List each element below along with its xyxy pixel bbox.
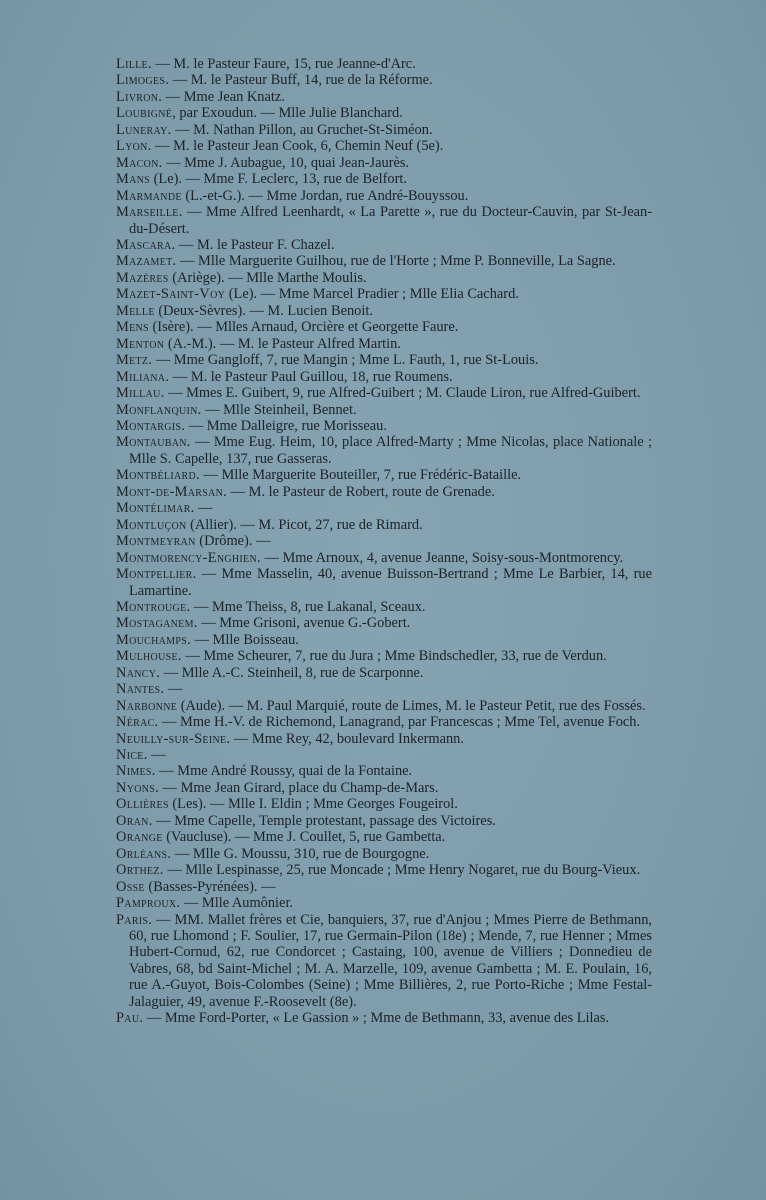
entry-city: Montélimar. <box>116 500 195 517</box>
directory-entry <box>116 533 652 549</box>
directory-entry <box>116 747 652 763</box>
entry-city: Mont-de-Marsan. <box>116 483 228 500</box>
directory-entry <box>116 253 652 269</box>
directory-entry <box>116 566 652 599</box>
directory-entry <box>116 599 652 615</box>
directory-entry <box>116 336 652 352</box>
entry-text: — Mlle Marguerite Guilhou, rue de l'Horte ; Mme P. Bonneville, La Sagne. <box>176 253 616 270</box>
entry-city: Nimes. <box>116 763 156 780</box>
directory-entry <box>116 895 652 911</box>
entry-city: Nantes. <box>116 681 165 698</box>
entry-city: Mazet-Saint-Voy <box>116 286 226 303</box>
directory-entry <box>116 681 652 697</box>
entry-city: Nyons. <box>116 779 160 796</box>
entry-text: — Mlle Aumônier. <box>180 895 294 912</box>
entry-text: (Drôme). — <box>195 533 271 550</box>
entry-text: — <box>147 747 166 764</box>
directory-entry <box>116 912 652 1011</box>
entry-city: Orléans. <box>116 845 172 862</box>
directory-entry <box>116 89 652 105</box>
directory-entry <box>116 369 652 385</box>
entry-text: (Vaucluse). — Mme J. Coullet, 5, rue Gambetta. <box>162 829 446 846</box>
entry-text: — Mlle Boisseau. <box>190 631 299 648</box>
entry-text: — M. le Pasteur F. Chazel. <box>175 236 335 253</box>
entry-city: Metz. <box>116 352 153 369</box>
directory-entry <box>116 862 652 878</box>
entry-text: (Isère). — Mlles Arnaud, Orcière et Georgette Faure. <box>148 319 459 336</box>
directory-entry <box>116 648 652 664</box>
directory-entry <box>116 303 652 319</box>
entry-text: — M. le Pasteur Paul Guillou, 18, rue Roumens. <box>169 368 453 385</box>
directory-entry <box>116 188 652 204</box>
entry-city: Orthez. <box>116 862 164 879</box>
entry-city: Pamproux. <box>116 895 181 912</box>
entry-text: — Mme J. Aubague, 10, quai Jean-Jaurès. <box>162 154 410 171</box>
entry-city: Lyon. <box>116 138 152 155</box>
entry-city: Miliana. <box>116 368 170 385</box>
entry-text: (A.-M.). — M. le Pasteur Alfred Martin. <box>164 335 401 352</box>
directory-entry <box>116 171 652 187</box>
directory-entry <box>116 385 652 401</box>
entry-city: Menton <box>116 335 165 352</box>
directory-entry <box>116 550 652 566</box>
directory-entry <box>116 402 652 418</box>
directory-entry <box>116 714 652 730</box>
entry-city: Mascara. <box>116 236 176 253</box>
entry-city: Marmande <box>116 187 182 204</box>
entry-text: — Mme Theiss, 8, rue Lakanal, Sceaux. <box>190 598 426 615</box>
entry-city: Pau. <box>116 1010 144 1027</box>
entry-text: (Deux-Sèvres). — M. Lucien Benoit. <box>154 302 373 319</box>
directory-entry <box>116 122 652 138</box>
directory-entry <box>116 632 652 648</box>
directory-entry <box>116 846 652 862</box>
directory-entry <box>116 796 652 812</box>
entry-text: — M. le Pasteur Buff, 14, rue de la Réforme. <box>169 72 433 89</box>
directory-entry <box>116 731 652 747</box>
entry-city: Nérac. <box>116 714 159 731</box>
directory-entry <box>116 270 652 286</box>
directory-entry <box>116 813 652 829</box>
entry-city: Marseille. <box>116 204 183 221</box>
entry-city: Nice. <box>116 747 148 764</box>
directory-entry <box>116 615 652 631</box>
directory-entry <box>116 56 652 72</box>
entry-text: — Mme Gangloff, 7, rue Mangin ; Mme L. Fauth, 1, rue St-Louis. <box>152 352 539 369</box>
directory-entry <box>116 286 652 302</box>
entry-text: — Mlle Steinheil, Bennet. <box>201 401 357 418</box>
entry-text: (Aude). — M. Paul Marquié, route de Limes, M. le Pasteur Petit, rue des Fossés. <box>177 697 646 714</box>
entry-text: — <box>164 681 183 698</box>
entry-city: Montpellier. <box>116 566 197 583</box>
entry-city: Mouchamps. <box>116 631 191 648</box>
directory-entry <box>116 155 652 171</box>
directory-entry <box>116 780 652 796</box>
entry-text: — Mlle Lespinasse, 25, rue Moncade ; Mme Henry Nogaret, rue du Bourg-Vieux. <box>163 862 641 879</box>
entry-text: — Mme Alfred Leenhardt, « La Parette », rue du Docteur-Cauvin, par St-Jean-du-Désert. <box>129 204 652 237</box>
entry-text: — Mme Masselin, 40, avenue Buisson-Bertrand ; Mme Le Barbier, 14, rue Lamartine. <box>129 566 652 599</box>
entry-text: — Mme Eug. Heim, 10, place Alfred-Marty ; Mme Nicolas, place Nationale ; Mlle S. Capelle, 137, rue Gasseras. <box>129 434 652 467</box>
entry-text: — MM. Mallet frères et Cie, banquiers, 37, rue d'Anjou ; Mmes Pierre de Bethmann, 60, rue Lhomond ; F. Soulier, 17, rue Germain-Pilon (18e) ; Mende, 7, rue Henner ; Mmes Hubert-Cornud, 62, rue Condorcet ; Castaing, 100, avenue de Villiers ; Donnedieu de Vabres, 68, bd Saint-Michel ; M. A. Marzelle, 109, avenue Gambetta ; M. E. Poulain, 16, rue A.-Guyot, Bois-Colombes (Seine) ; Mme Billières, 2, rue Porto-Riche ; Mme Festal-Jalaguier, 49, avenue F.-Roosevelt (8e). <box>129 911 652 1010</box>
entry-text: — Mme André Roussy, quai de la Fontaine. <box>155 763 413 780</box>
entry-text: (Ariège). — Mlle Marthe Moulis. <box>168 269 367 286</box>
entry-city: Neuilly-sur-Seine. <box>116 730 231 747</box>
entry-city: Mens <box>116 319 149 336</box>
entry-city: Montbéliard. <box>116 467 200 484</box>
entry-city: Mans <box>116 171 151 188</box>
entry-text: (Allier). — M. Picot, 27, rue de Rimard. <box>186 516 423 533</box>
directory-entry <box>116 467 652 483</box>
entry-text: , par Exoudun. — Mlle Julie Blanchard. <box>172 105 403 122</box>
entry-city: Orange <box>116 829 163 846</box>
directory-entry <box>116 72 652 88</box>
directory-entry <box>116 1010 652 1026</box>
entry-city: Montauban. <box>116 434 191 451</box>
entry-city: Nancy. <box>116 664 161 681</box>
entry-city: Osse <box>116 878 145 895</box>
entry-city: Millau. <box>116 385 165 402</box>
entry-text: (L.-et-G.). — Mme Jordan, rue André-Bouyssou. <box>181 187 469 204</box>
entry-text: (Le). — Mme F. Leclerc, 13, rue de Belfort. <box>150 171 408 188</box>
entry-text: — Mlle A.-C. Steinheil, 8, rue de Scarponne. <box>160 664 424 681</box>
entry-text: (Basses-Pyrénées). — <box>144 878 276 895</box>
directory-entry <box>116 665 652 681</box>
entry-text: — M. le Pasteur Faure, 15, rue Jeanne-d'Arc. <box>151 56 416 72</box>
directory-entry <box>116 500 652 516</box>
entry-city: Montrouge. <box>116 598 191 615</box>
entry-city: Montmeyran <box>116 533 196 550</box>
entry-city: Montargis. <box>116 417 186 434</box>
entry-city: Mulhouse. <box>116 648 182 665</box>
directory-entry <box>116 204 652 237</box>
directory-entry <box>116 319 652 335</box>
directory-entry <box>116 237 652 253</box>
directory-entry <box>116 879 652 895</box>
entry-city: Lille. <box>116 56 152 72</box>
entry-text: — Mlle Marguerite Bouteiller, 7, rue Frédéric-Bataille. <box>199 467 522 484</box>
entry-text: — Mme Dalleigre, rue Morisseau. <box>185 417 387 434</box>
directory-entry <box>116 434 652 467</box>
entry-city: Livron. <box>116 88 163 105</box>
entry-city: Montluçon <box>116 516 187 533</box>
entry-text: — Mme Jean Girard, place du Champ-de-Mars. <box>159 779 439 796</box>
directory-entry <box>116 418 652 434</box>
entry-text: — Mme Grisoni, avenue G.-Gobert. <box>197 615 411 632</box>
directory-entry <box>116 698 652 714</box>
entry-city: Monflanquin. <box>116 401 202 418</box>
entry-text: — <box>194 500 213 517</box>
entry-city: Montmorency-Enghien. <box>116 549 261 566</box>
entry-city: Limoges. <box>116 72 170 89</box>
entry-city: Luneray. <box>116 121 172 138</box>
entry-text: — Mme Scheurer, 7, rue du Jura ; Mme Bindschedler, 33, rue de Verdun. <box>181 648 607 665</box>
entry-text: — M. Nathan Pillon, au Gruchet-St-Siméon. <box>171 121 433 138</box>
entry-text: (Le). — Mme Marcel Pradier ; Mlle Elia Cachard. <box>225 286 519 303</box>
directory-entry <box>116 352 652 368</box>
entry-city: Mostaganem. <box>116 615 198 632</box>
entry-city: Ollières <box>116 796 169 813</box>
entry-city: Paris. <box>116 911 153 928</box>
entry-text: — Mme Ford-Porter, « Le Gassion » ; Mme de Bethmann, 33, avenue des Lilas. <box>143 1010 610 1027</box>
entry-text: — Mme Rey, 42, boulevard Inkermann. <box>230 730 464 747</box>
directory-entry <box>116 763 652 779</box>
directory-entry <box>116 829 652 845</box>
entry-text: — Mme Capelle, Temple protestant, passage des Victoires. <box>152 812 496 829</box>
entry-city: Narbonne <box>116 697 178 714</box>
entry-city: Mazamet. <box>116 253 177 270</box>
entry-city: Macon. <box>116 154 163 171</box>
entry-text: — Mme H.-V. de Richemond, Lanagrand, par Francescas ; Mme Tel, avenue Foch. <box>158 714 641 731</box>
entry-text: — Mlle G. Moussu, 310, rue de Bourgogne. <box>171 845 430 862</box>
entry-text: — Mme Jean Knatz. <box>162 88 285 105</box>
directory-page <box>116 56 652 1027</box>
entry-text: — Mmes E. Guibert, 9, rue Alfred-Guibert ; M. Claude Liron, rue Alfred-Guibert. <box>164 385 641 402</box>
entry-city: Oran. <box>116 812 153 829</box>
entry-text: — Mme Arnoux, 4, avenue Jeanne, Soisy-sous-Montmorency. <box>260 549 624 566</box>
directory-entry <box>116 517 652 533</box>
directory-entry <box>116 105 652 121</box>
entry-city: Loubigné <box>116 105 173 122</box>
entry-city: Mazères <box>116 269 169 286</box>
entry-city: Melle <box>116 302 155 319</box>
directory-entry <box>116 138 652 154</box>
directory-entry <box>116 484 652 500</box>
entry-text: — M. le Pasteur Jean Cook, 6, Chemin Neuf (5e). <box>151 138 444 155</box>
entry-text: (Les). — Mlle I. Eldin ; Mme Georges Fougeirol. <box>168 796 458 813</box>
entry-text: — M. le Pasteur de Robert, route de Grenade. <box>227 483 495 500</box>
